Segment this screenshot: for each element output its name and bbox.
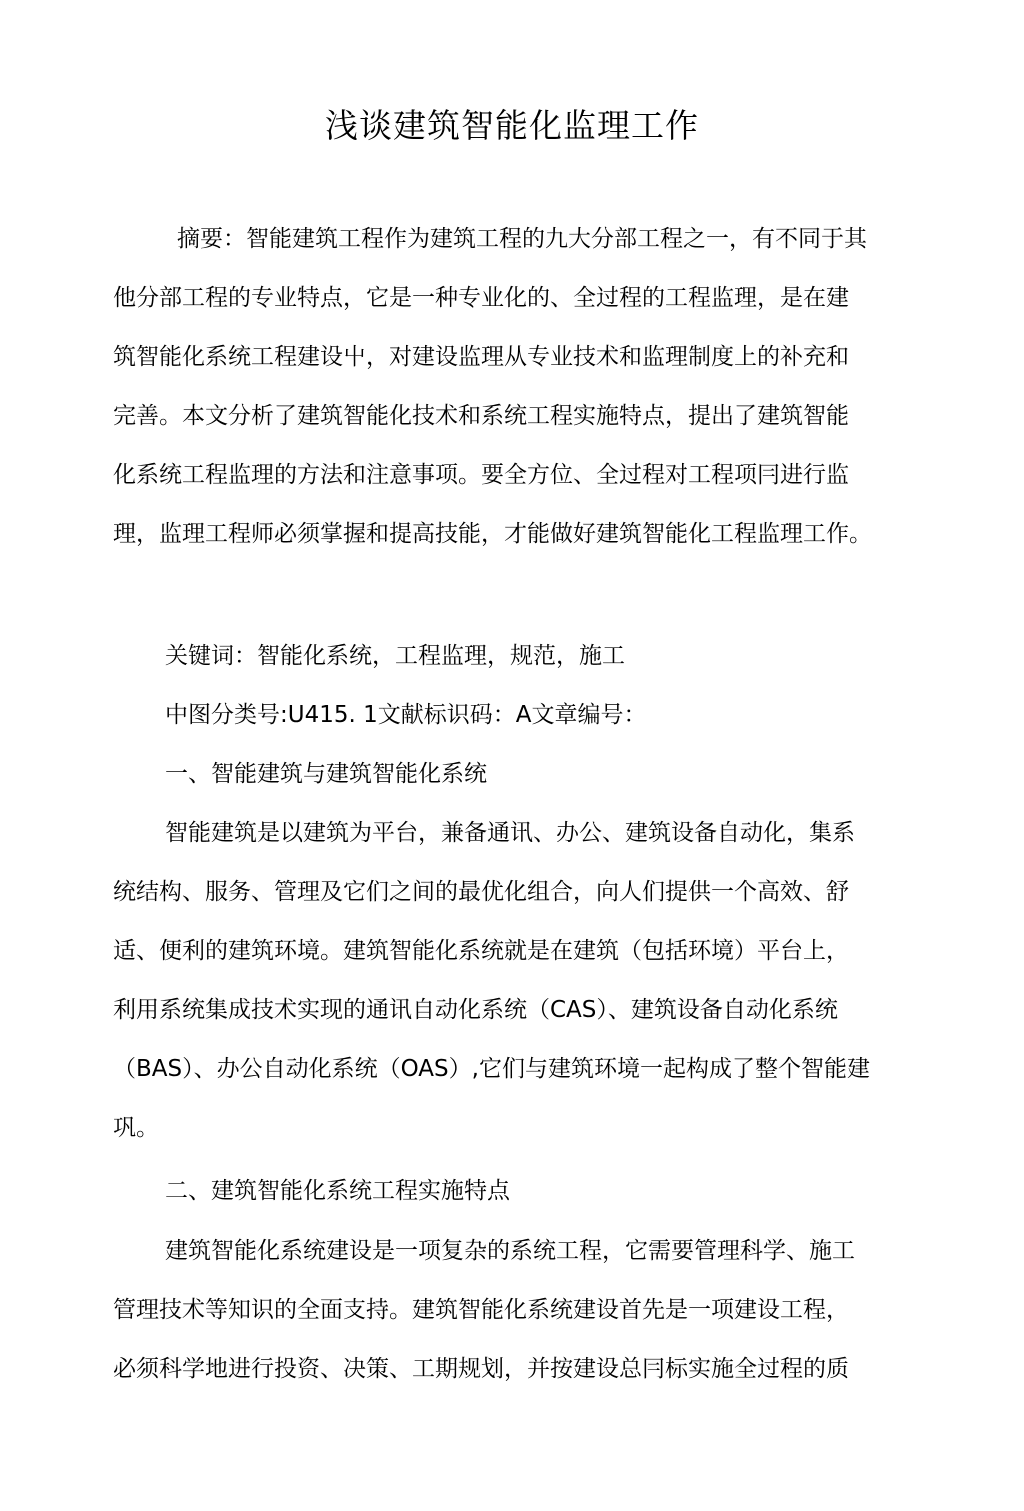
section-heading: 一、智能建筑与建筑智能化系统 xyxy=(165,761,487,787)
section-heading: 二、建筑智能化系统工程实施特点 xyxy=(165,1178,510,1204)
abstract-line: 筑智能化系统工程建设屮，对建设监理从专业技术和监理制度上的补充和 xyxy=(113,344,849,370)
abstract-line: 完善。本文分析了建筑智能化技术和系统工程实施特点，提出了建筑智能 xyxy=(113,403,849,429)
paragraph-line: 必须科学地进行投资、决策、工期规划，并按建设总冃标实施全过程的质 xyxy=(113,1356,849,1382)
paragraph-line: 智能建筑是以建筑为平台，兼备通讯、办公、建筑设备自动化，集系 xyxy=(165,820,855,846)
paragraph-line: 统结构、服务、管理及它们之间的最优化组合，向人们提供一个高效、舒 xyxy=(113,879,849,905)
paragraph-line: （BAS）、办公自动化系统（OAS）,它们与建筑环境一起构成了整个智能建 xyxy=(113,1056,870,1082)
paragraph-line: 利用系统集成技术实现的通讯自动化系统（CAS）、建筑设备自动化系统 xyxy=(113,997,838,1023)
paragraph-line: 建筑智能化系统建设是一项复杂的系统工程，它需要管理科学、施工 xyxy=(165,1238,855,1264)
paragraph-line: 巩。 xyxy=(113,1115,159,1141)
document-title: 浅谈建筑智能化监理工作 xyxy=(325,106,699,145)
abstract-line: 理，监理工程师必须掌握和提高技能，才能做好建筑智能化工程监理工作。 xyxy=(113,521,872,547)
paragraph-line: 管理技术等知识的全面支持。建筑智能化系统建设首先是一项建设工程， xyxy=(113,1297,849,1323)
abstract-line: 摘要：智能建筑工程作为建筑工程的九大分部工程之一，有不同于其 xyxy=(177,226,867,252)
paragraph-line: 适、便利的建筑环境。建筑智能化系统就是在建筑（包括环境）平台上， xyxy=(113,938,849,964)
keywords: 关键词：智能化系统，工程监理，规范，施工 xyxy=(165,643,625,669)
classification: 中图分类号:U415. 1文献标识码：A文章编号： xyxy=(165,702,647,728)
abstract-line: 化系统工程监理的方法和注意事项。要全方位、全过程对工程项冃进行监 xyxy=(113,462,849,488)
abstract-line: 他分部工程的专业特点，它是一种专业化的、全过程的工程监理，是在建 xyxy=(113,285,849,311)
